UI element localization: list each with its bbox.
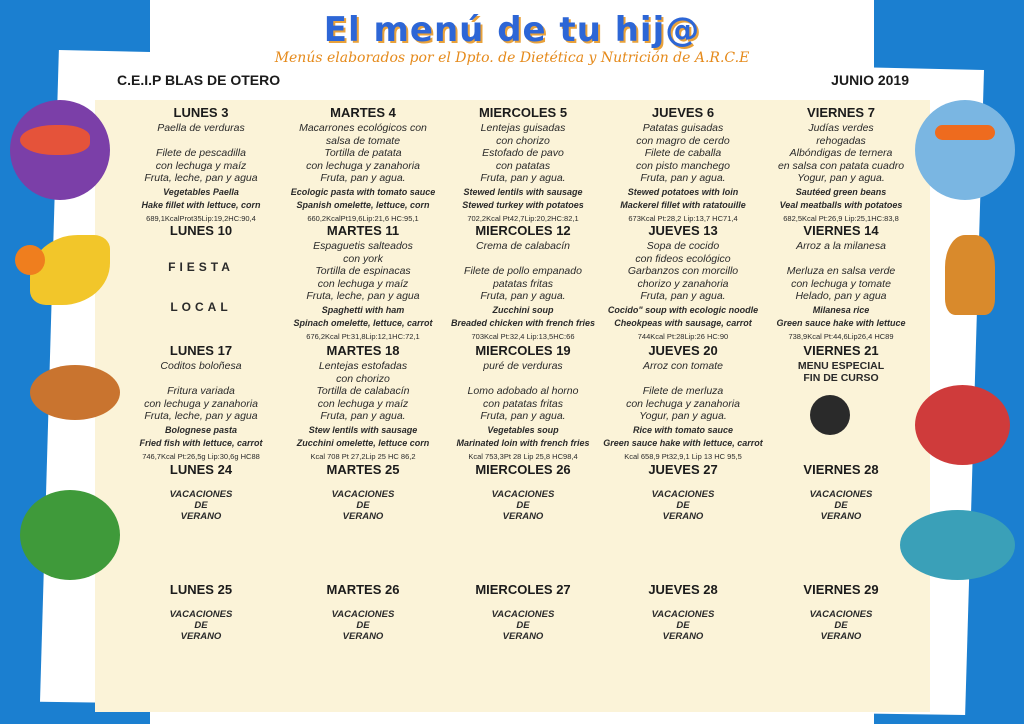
day-heading: VIERNES 29 (803, 582, 879, 597)
vacation-label: DE (356, 500, 370, 511)
menu-day-cell (442, 462, 604, 522)
dish-line (760, 253, 922, 266)
english-dish-line: Cocido" soup with ecologic noodle (607, 304, 759, 315)
menu-day-cell (120, 343, 282, 463)
day-heading: MARTES 25 (326, 462, 400, 477)
school-name: C.E.I.P BLAS DE OTERO (117, 72, 281, 88)
menu-day-cell (442, 105, 604, 225)
dish-line: con lechuga y maíz (317, 277, 409, 290)
vacation-label: DE (676, 620, 690, 631)
vacation-label: VERANO (662, 511, 704, 522)
english-dish-line: Mackerel fillet with ratatouille (620, 199, 746, 210)
menu-day-cell (760, 105, 922, 225)
dish-line: Coditos boloñesa (160, 360, 242, 372)
dish-line: Sopa de cocido (646, 240, 720, 252)
dish-line: con chorizo (336, 372, 390, 385)
english-dish-line: Vegetables Paella (163, 186, 239, 197)
nutrition-info: 703Kcal Pt:32,4 Lip:13,5HC:66 (471, 331, 575, 341)
dish-line (442, 373, 604, 386)
nutrition-info: 676,2Kcal Pt:31,8Lip:12,1HC:72,1 (306, 331, 420, 341)
vacation-label: VERANO (342, 631, 384, 642)
vacation-label: VERANO (180, 631, 222, 642)
nutrition-info: 744Kcal Pt:28Lip:26 HC:90 (637, 331, 729, 341)
dish-line (120, 135, 282, 148)
menu-day-cell (120, 582, 282, 642)
day-heading: MARTES 26 (326, 582, 400, 597)
nutrition-info: Kcal 658,9 Pt32,9,1 Lip 13 HC 95,5 (624, 451, 742, 461)
english-dish-line: Vegetables soup (487, 424, 559, 435)
carrot-icon (935, 125, 995, 140)
english-dish-line: Milanesa rice (812, 304, 870, 315)
vacation-label: DE (516, 500, 530, 511)
english-dish-line: Hake fillet with lettuce, corn (141, 199, 261, 210)
day-heading: MIERCOLES 27 (475, 582, 571, 597)
menu-day-cell (282, 343, 444, 463)
dish-line: con lechuga y tomate (791, 277, 891, 290)
menu-day-cell (442, 223, 604, 343)
english-dish-line: Cheokpeas with sausage, carrot (614, 317, 752, 328)
dish-line: Tortilla de espinacas (315, 265, 411, 277)
dish-line: Fruta, leche, pan y agua (306, 290, 420, 302)
dish-line: Albóndigas de ternera (789, 147, 893, 159)
dish-line: Crema de calabacín (476, 240, 570, 252)
month-label: JUNIO 2019 (831, 72, 909, 88)
day-heading: LUNES 17 (169, 343, 233, 358)
menu-day-cell (442, 343, 604, 463)
dish-line: Fritura variada (167, 385, 235, 397)
nutrition-info: 738,9Kcal Pt:44,6Lip26,4 HC89 (788, 331, 894, 341)
dish-line: con patatas (495, 159, 551, 172)
orange-icon (15, 245, 45, 275)
dish-line: Patatas guisadas (642, 122, 724, 134)
english-dish-line: Rice with tomato sauce (632, 424, 734, 435)
english-dish-line: Ecologic pasta with tomato sauce (290, 186, 436, 197)
english-dish-line: Bolognese pasta (164, 424, 238, 435)
dish-line: Filete de merluza (642, 385, 724, 397)
menu-day-cell (760, 462, 922, 522)
day-heading: MIERCOLES 5 (478, 105, 568, 120)
english-dish-line: Sautéed green beans (795, 186, 887, 197)
vacation-label: VERANO (820, 631, 862, 642)
vacation-label: DE (516, 620, 530, 631)
dish-line: salsa de tomate (325, 134, 401, 147)
vacation-label: VERANO (502, 631, 544, 642)
english-dish-line: Breaded chicken with french fries (450, 317, 596, 328)
dish-line: patatas fritas (492, 277, 554, 290)
english-dish-line: Green sauce hake with lettuce (776, 317, 906, 328)
english-dish-line: Spanish omelette, lettuce, corn (296, 199, 430, 210)
dish-line: Filete de pollo empanado (464, 265, 582, 277)
dish-line: Fruta, pan y agua. (480, 290, 566, 302)
spaghetti-plate-illustration (915, 385, 1010, 465)
special-menu-label: FIN DE CURSO (803, 372, 879, 384)
page-title: El menú de tu hij@ (323, 10, 701, 50)
dish-line: Lentejas guisadas (480, 122, 566, 134)
day-heading: MIERCOLES 19 (475, 343, 571, 358)
day-heading: JUEVES 20 (648, 343, 718, 358)
vacation-label: VACACIONES (651, 489, 715, 500)
menu-day-cell (120, 105, 282, 225)
dish-line: chorizo y zanahoria (637, 277, 729, 290)
salad-bowl-illustration (20, 490, 120, 580)
vacation-label: VERANO (342, 511, 384, 522)
dish-line: Tortilla de patata (324, 147, 402, 159)
dish-line: Fruta, pan y agua. (320, 410, 406, 422)
dish-line: con pisto manchego (636, 159, 730, 172)
english-dish-line: Green sauce hake with lettuce, carrot (603, 437, 763, 448)
menu-day-cell (602, 105, 764, 225)
english-dish-line: Stew lentils with sausage (308, 424, 418, 435)
dish-line: Fruta, leche, pan y agua (144, 410, 258, 422)
dish-line: con lechuga y zanahoria (306, 159, 420, 172)
menu-day-cell (602, 223, 764, 343)
dish-line: Arroz a la milanesa (796, 240, 886, 252)
nutrition-info: 689,1KcalProt35Lip:19,2HC:90,4 (146, 213, 256, 223)
english-dish-line: Zucchini soup (492, 304, 554, 315)
fish-icon (20, 125, 90, 155)
day-heading: VIERNES 14 (803, 223, 879, 238)
dish-line: rehogadas (816, 134, 866, 147)
day-heading: VIERNES 21 (803, 343, 879, 358)
menu-day-cell (282, 223, 444, 343)
dish-line: Yogur, pan y agua. (797, 172, 885, 184)
english-dish-line: Stewed lentils with sausage (463, 186, 583, 197)
nutrition-info: 682,5Kcal Pt:26,9 Lip:25,1HC:83,8 (783, 213, 899, 223)
english-dish-line: Spinach omelette, lettuce, carrot (293, 317, 433, 328)
dish-line: Helado, pan y agua (795, 290, 887, 302)
vacation-label: DE (194, 620, 208, 631)
dish-line: Paella de verduras (157, 122, 245, 134)
chicken-plate-illustration (915, 100, 1015, 200)
day-heading: LUNES 25 (169, 582, 233, 597)
vacation-label: VACACIONES (809, 609, 873, 620)
dish-line: Fruta, pan y agua. (640, 290, 726, 302)
nutrition-info: Kcal 753,3Pt 28 Lip 25,8 HC98,4 (468, 451, 578, 461)
dish-line: Espaguetis salteados (313, 240, 413, 252)
dish-line: Fruta, pan y agua. (320, 172, 406, 184)
vacation-label: VERANO (662, 631, 704, 642)
vacation-label: VERANO (820, 511, 862, 522)
dish-line: Lentejas estofadas (318, 360, 408, 372)
day-heading: JUEVES 27 (648, 462, 718, 477)
vacation-label: VACACIONES (651, 609, 715, 620)
menu-day-cell (282, 105, 444, 225)
day-heading: MIERCOLES 12 (475, 223, 571, 238)
day-heading: MARTES 11 (326, 223, 400, 238)
menu-day-cell (760, 582, 922, 642)
day-heading: VIERNES 28 (803, 462, 879, 477)
vacation-label: VACACIONES (331, 609, 395, 620)
dish-line: Fruta, pan y agua. (480, 410, 566, 422)
special-menu-label: MENU ESPECIAL (797, 360, 885, 372)
nutrition-info: 702,2Kcal Pt42,7Lip:20,2HC:82,1 (467, 213, 579, 223)
dish-line: con lechuga y maíz (155, 159, 247, 172)
english-dish-line: Fried fish with lettuce, carrot (139, 437, 263, 448)
dish-line: Filete de pescadilla (156, 147, 246, 159)
day-heading: LUNES 3 (173, 105, 229, 120)
dish-line: Estofado de pavo (482, 147, 564, 159)
day-heading: VIERNES 7 (807, 105, 875, 120)
vacation-label: VERANO (180, 511, 222, 522)
menu-day-cell (760, 343, 922, 384)
dish-line: Yogur, pan y agua. (639, 410, 727, 422)
vacation-label: VACACIONES (331, 489, 395, 500)
dish-line: Fruta, pan y agua. (480, 172, 566, 184)
vacation-label: VACACIONES (809, 489, 873, 500)
dish-line (442, 253, 604, 266)
dish-line: con lechuga y maíz (317, 397, 409, 410)
menu-day-cell (602, 462, 764, 522)
nutrition-info: 673Kcal Pt:28,2 Lip:13,7 HC71,4 (628, 213, 738, 223)
dish-line: con magro de cerdo (636, 134, 730, 147)
vacation-label: DE (194, 500, 208, 511)
dish-line: con fideos ecológico (635, 252, 731, 265)
menu-day-cell (602, 582, 764, 642)
dish-line: con patatas fritas (483, 397, 563, 410)
vacation-label: VERANO (502, 511, 544, 522)
dish-line (602, 373, 764, 386)
day-heading: LUNES 24 (169, 462, 233, 477)
dish-line: Merluza en salsa verde (786, 265, 896, 277)
menu-day-cell (120, 223, 282, 318)
holiday-label: FIESTA (168, 260, 234, 274)
english-dish-line: Stewed turkey with potatoes (462, 199, 584, 210)
dish-line (120, 373, 282, 386)
vacation-label: DE (834, 500, 848, 511)
menu-day-cell (120, 462, 282, 522)
dish-line: en salsa con patata cuadro (777, 159, 905, 172)
english-dish-line: Zucchini omelette, lettuce corn (296, 437, 430, 448)
dish-line: Judías verdes (808, 122, 874, 134)
vacation-label: DE (356, 620, 370, 631)
english-dish-line: Spaghetti with ham (321, 304, 405, 315)
menu-day-cell (282, 582, 444, 642)
vacation-label: VACACIONES (491, 489, 555, 500)
dish-line: con lechuga y zanahoria (626, 397, 740, 410)
dish-line: Macarrones ecológicos con (299, 122, 427, 134)
nutrition-info: 660,2KcalPt19,6Lip:21,6 HC:95,1 (307, 213, 419, 223)
holiday-label: LOCAL (170, 300, 232, 314)
menu-day-cell (602, 343, 764, 463)
vacation-label: VACACIONES (169, 489, 233, 500)
nutrition-info: Kcal 708 Pt 27,2Lip 25 HC 86,2 (310, 451, 416, 461)
menu-day-cell (282, 462, 444, 522)
day-heading: MIERCOLES 26 (475, 462, 571, 477)
dish-line: con lechuga y zanahoria (144, 397, 258, 410)
roast-chicken-illustration (30, 365, 120, 420)
day-heading: LUNES 10 (169, 223, 233, 238)
dish-line: Fruta, pan y agua. (640, 172, 726, 184)
oil-bottle-illustration (945, 235, 995, 315)
menu-day-cell (760, 223, 922, 343)
dish-line: Lomo adobado al horno (467, 385, 579, 397)
english-dish-line: Stewed potatoes with loin (627, 186, 739, 197)
menu-day-cell (442, 582, 604, 642)
day-heading: JUEVES 6 (651, 105, 715, 120)
dish-line: Arroz con tomate (643, 360, 723, 372)
day-heading: JUEVES 28 (648, 582, 718, 597)
dish-line: con york (343, 252, 383, 265)
dish-line: Fruta, leche, pan y agua (144, 172, 258, 184)
vacation-label: VACACIONES (491, 609, 555, 620)
vacation-label: DE (834, 620, 848, 631)
vacation-label: VACACIONES (169, 609, 233, 620)
dish-line: Garbanzos con morcillo (627, 265, 739, 277)
dish-line: con chorizo (496, 134, 550, 147)
english-dish-line: Veal meatballs with potatoes (779, 199, 903, 210)
nutrition-info: 746,7Kcal Pt:26,5g Lip:30,6g HC88 (142, 451, 260, 461)
day-heading: JUEVES 13 (648, 223, 718, 238)
dish-line: Filete de caballa (644, 147, 722, 159)
english-dish-line: Marinated loin with french fries (456, 437, 590, 448)
day-heading: MARTES 18 (326, 343, 400, 358)
page-subtitle: Menús elaborados por el Dpto. de Dietética y Nutrición de A.R.C.E (274, 50, 750, 66)
vacation-label: DE (676, 500, 690, 511)
dish-line: puré de verduras (483, 360, 563, 372)
day-heading: MARTES 4 (330, 105, 396, 120)
balloons-illustration (810, 395, 850, 435)
dish-line: Tortilla de calabacín (316, 385, 410, 397)
